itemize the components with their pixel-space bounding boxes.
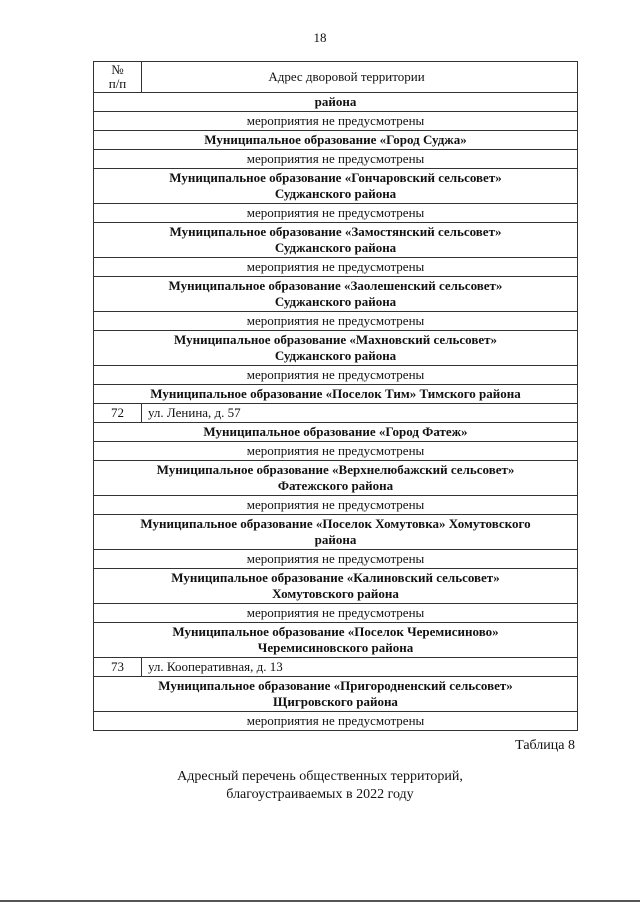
note-row [94,712,578,731]
heading-line2: Фатежского района [277,478,394,493]
municipality-heading [94,677,578,712]
municipality-heading-row [94,569,578,604]
note-row [94,442,578,461]
municipality-heading [94,623,578,658]
municipality-heading-row [94,93,578,112]
note-row [94,604,578,623]
municipality-heading-row [94,277,578,312]
municipality-heading: района [94,93,578,112]
address-row [94,658,578,677]
note-row [94,550,578,569]
no-measures-note: мероприятия не предусмотрены [94,496,578,515]
note-row [94,496,578,515]
municipality-heading [94,169,578,204]
row-address: ул. Ленина, д. 57 [142,404,578,423]
no-measures-note: мероприятия не предусмотрены [94,604,578,623]
note-row [94,312,578,331]
municipality-heading-row [94,515,578,550]
municipality-heading-row [94,169,578,204]
heading-line1: Муниципальное образование «Верхнелюбажский сельсовет» [156,462,515,477]
column-header-address: Адрес дворовой территории [142,62,578,93]
heading-line2: Черемисиновского района [257,640,414,655]
note-row [94,204,578,223]
municipality-heading-row [94,223,578,258]
no-measures-note: мероприятия не предусмотрены [94,712,578,731]
heading-line2: Щигровского района [273,694,398,709]
row-number: 73 [94,658,142,677]
heading-line2: Суджанского района [274,240,397,255]
municipality-heading-row [94,131,578,150]
heading-line1: Муниципальное образование «Гончаровский сельсовет» [169,170,502,185]
heading-line1: Муниципальное образование «Заолешенский сельсовет» [168,278,503,293]
no-measures-note: мероприятия не предусмотрены [94,204,578,223]
column-header-number [94,62,142,93]
heading-line1: Муниципальное образование «Поселок Черемисиново» [172,624,499,639]
heading-line1: Муниципальное образование «Пригородненский сельсовет» [158,678,513,693]
no-measures-note: мероприятия не предусмотрены [94,258,578,277]
page-number: 18 [313,30,327,45]
heading-line2: Суджанского района [274,294,397,309]
caption-line2: благоустраиваемых в 2022 году [226,787,414,802]
no-measures-note: мероприятия не предусмотрены [94,150,578,169]
address-table [93,61,578,731]
no-measures-note: мероприятия не предусмотрены [94,366,578,385]
municipality-heading: Муниципальное образование «Город Фатеж» [94,423,578,442]
municipality-heading-row [94,623,578,658]
heading-line1: Муниципальное образование «Махновский сельсовет» [173,332,497,347]
no-measures-note: мероприятия не предусмотрены [94,550,578,569]
caption-line1: Адресный перечень общественных территорий, [177,769,463,784]
note-row [94,150,578,169]
column-header-number-line1: № [111,62,124,77]
municipality-heading: Муниципальное образование «Поселок Тим» Тимского района [94,385,578,404]
municipality-heading [94,515,578,550]
municipality-heading-row [94,331,578,366]
municipality-heading: Муниципальное образование «Город Суджа» [94,131,578,150]
municipality-heading [94,461,578,496]
no-measures-note: мероприятия не предусмотрены [94,442,578,461]
address-row [94,404,578,423]
no-measures-note: мероприятия не предусмотрены [94,312,578,331]
heading-line1: Муниципальное образование «Замостянский сельсовет» [169,224,502,239]
municipality-heading-row [94,423,578,442]
municipality-heading-row [94,461,578,496]
municipality-heading [94,223,578,258]
heading-line1: Муниципальное образование «Калиновский сельсовет» [171,570,500,585]
heading-line2: Хомутовского района [272,586,399,601]
note-row [94,366,578,385]
table-body [94,93,578,731]
page-bottom-rule [0,900,640,902]
municipality-heading [94,277,578,312]
municipality-heading [94,331,578,366]
note-row [94,112,578,131]
heading-line2: Суджанского района [274,348,397,363]
row-address: ул. Кооперативная, д. 13 [142,658,578,677]
heading-line2: района [314,532,357,547]
table-header-row [94,62,578,93]
table-label: Таблица 8 [515,738,575,753]
heading-line1: Муниципальное образование «Поселок Хомутовка» Хомутовского [140,516,531,531]
municipality-heading-row [94,385,578,404]
row-number: 72 [94,404,142,423]
table-caption [0,768,640,804]
column-header-number-line2: п/п [108,76,127,91]
municipality-heading-row [94,677,578,712]
municipality-heading [94,569,578,604]
heading-line2: Суджанского района [274,186,397,201]
no-measures-note: мероприятия не предусмотрены [94,112,578,131]
note-row [94,258,578,277]
